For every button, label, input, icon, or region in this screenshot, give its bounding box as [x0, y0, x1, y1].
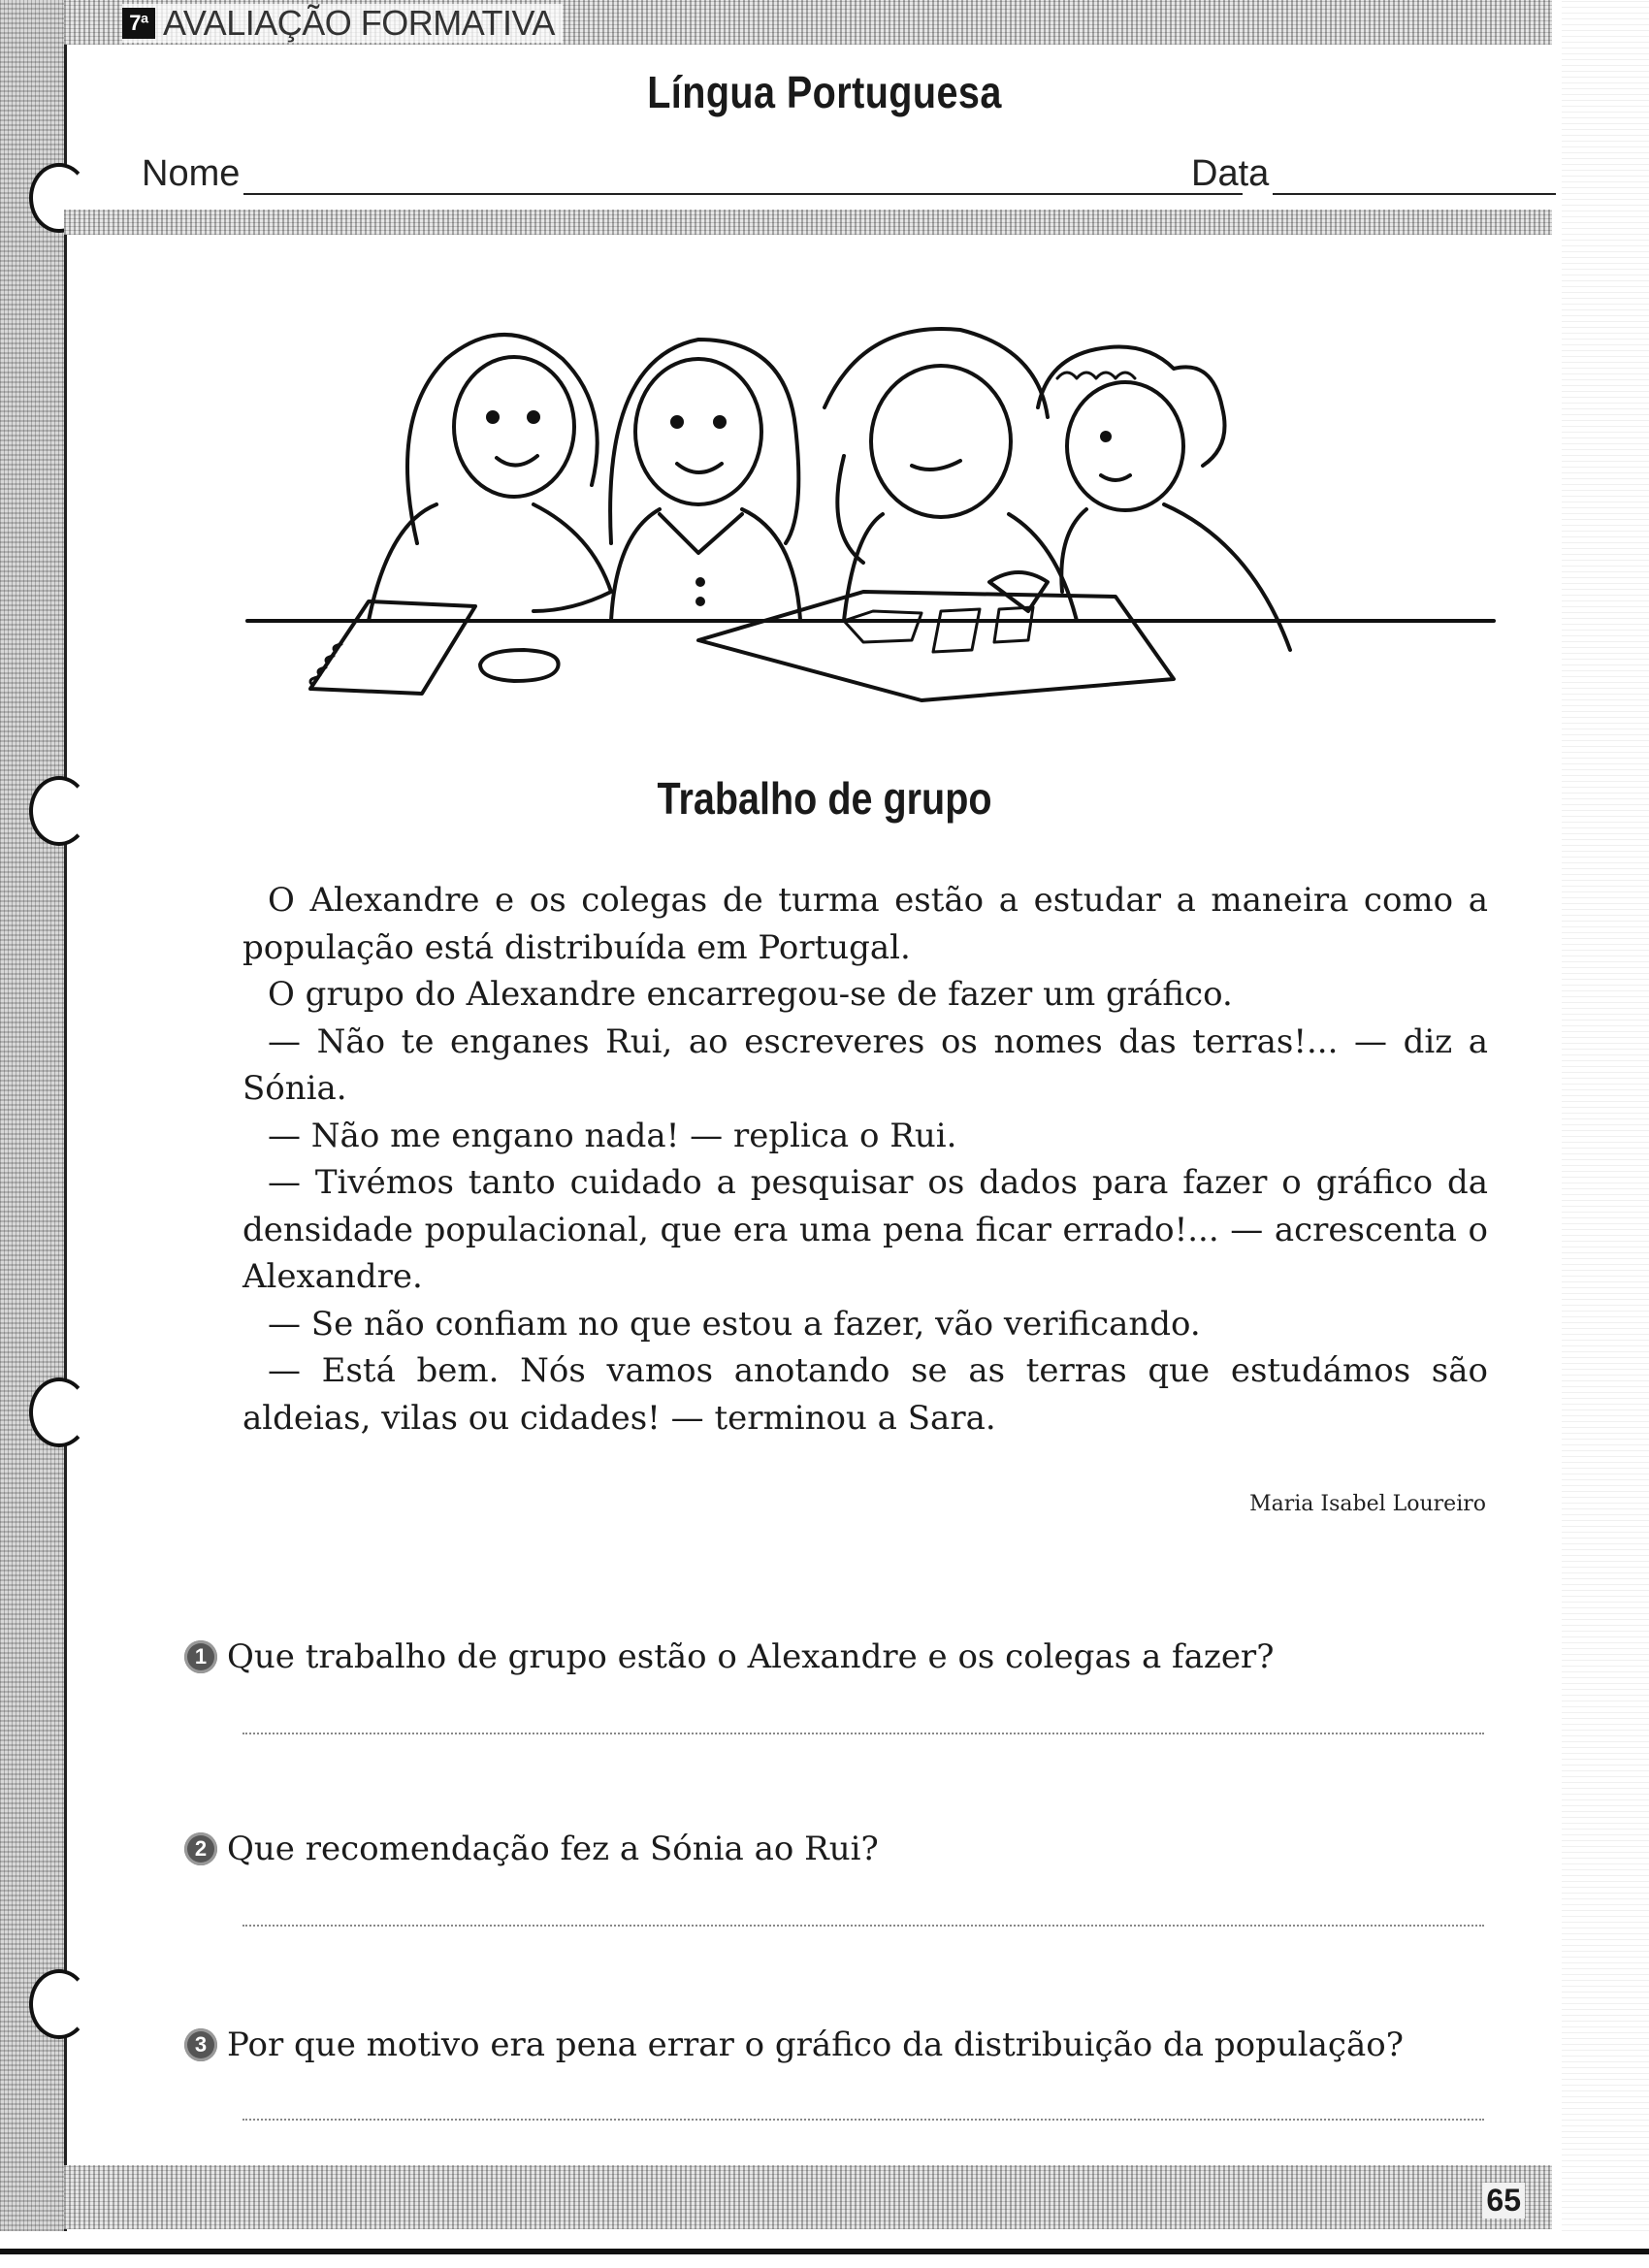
answer-line-2[interactable]: [242, 1925, 1484, 1927]
binder-strip: [0, 0, 67, 2231]
story-title: Trabalho de grupo: [657, 773, 992, 824]
story-paragraph: — Não te enganes Rui, ao escreveres os nomes das terras!... — diz a Sónia.: [242, 1021, 1488, 1108]
section-number-badge: 7ª: [122, 8, 155, 39]
date-blank-line[interactable]: [1273, 164, 1556, 195]
subject-title: Língua Portuguesa: [647, 67, 1002, 117]
binder-ring: [29, 1969, 89, 2039]
binder-ring: [29, 1377, 89, 1447]
footer-band: [64, 2165, 1552, 2229]
question-text: Por que motivo era pena errar o gráfico da distribuição da população?: [227, 2025, 1404, 2064]
author-credit: Maria Isabel Loureiro: [1249, 1492, 1486, 1516]
story-paragraph: — Não me engano nada! — replica o Rui.: [268, 1116, 957, 1155]
story-paragraph: O grupo do Alexandre encarregou-se de fazer um gráfico.: [268, 975, 1233, 1014]
name-label: Nome: [142, 153, 241, 194]
divider-band: [64, 210, 1552, 235]
question-number-badge: 3: [184, 2028, 217, 2061]
question-number-badge: 1: [184, 1640, 217, 1673]
page-number: 65: [1482, 2183, 1525, 2219]
answer-line-3[interactable]: [242, 2119, 1484, 2121]
page-edge-shading: [1562, 0, 1649, 2231]
name-blank-line[interactable]: [243, 164, 1243, 195]
date-label: Data: [1191, 153, 1270, 194]
children-group-illustration: [242, 301, 1504, 728]
story-paragraph: — Se não confiam no que estou a fazer, vão verificando.: [268, 1304, 1201, 1344]
question-1: [184, 1637, 1274, 1676]
bottom-rule: [0, 2249, 1649, 2254]
story-paragraph: — Tivémos tanto cuidado a pesquisar os dados para fazer o gráfico da densidade populacional, que era uma pena ficar errado!... — acrescenta o Alexandre.: [242, 1163, 1488, 1296]
question-text: Que trabalho de grupo estão o Alexandre e os colegas a fazer?: [227, 1637, 1275, 1676]
story-paragraph: O Alexandre e os colegas de turma estão a estudar a maneira como a população está distribuída em Portugal.: [242, 881, 1488, 967]
question-text: Que recomendação fez a Sónia ao Rui?: [227, 1830, 879, 1868]
date-field[interactable]: [1191, 153, 1556, 195]
name-field[interactable]: [142, 153, 1243, 195]
question-3: [184, 2025, 1404, 2064]
section-label: AVALIAÇÃO FORMATIVA: [163, 3, 555, 43]
question-2: [184, 1830, 879, 1868]
story-paragraph: — Está bem. Nós vamos anotando se as terras que estudámos são aldeias, vilas ou cidades! — terminou a Sara.: [242, 1351, 1488, 1438]
section-header: [122, 4, 563, 43]
answer-line-1[interactable]: [242, 1733, 1484, 1734]
story-text: [242, 877, 1488, 1442]
binder-ring: [29, 776, 89, 846]
question-number-badge: 2: [184, 1832, 217, 1865]
